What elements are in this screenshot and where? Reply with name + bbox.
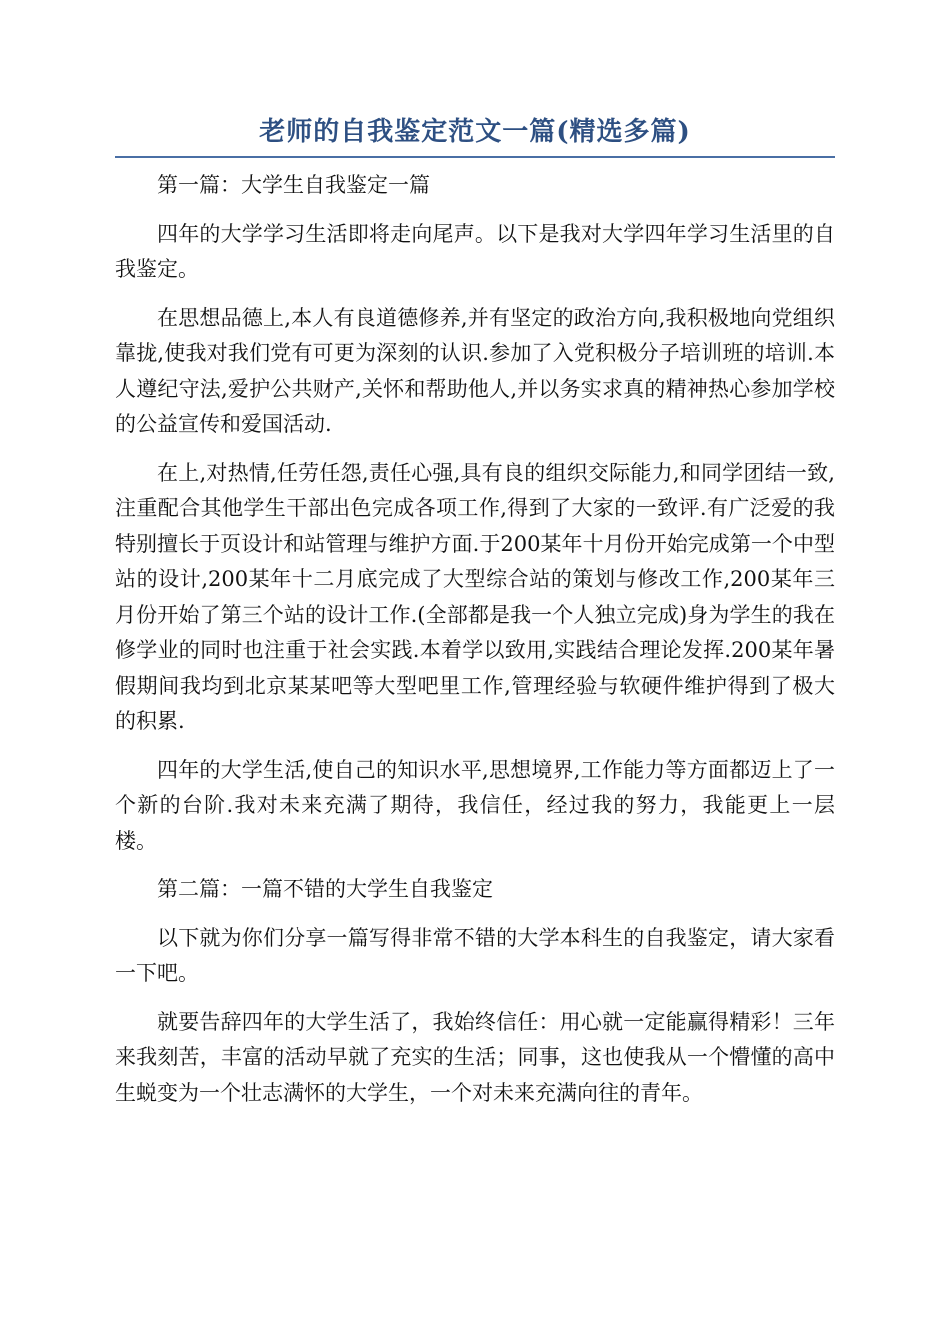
paragraph-2: 在思想品德上,本人有良道德修养,并有坚定的政治方向,我积极地向党组织靠拢,使我对我们党有可更为深刻的认识.参加了入党积极分子培训班的培训.本人遵纪守法,爱护公共财产,关怀和帮助他人,并以务实求真的精神热心参加学校的公益宣传和爱国活动. bbox=[115, 305, 835, 436]
section-heading-2: 第二篇：一篇不错的大学生自我鉴定 bbox=[157, 877, 493, 901]
document-body bbox=[115, 168, 835, 1124]
paragraph-6: 就要告辞四年的大学生活了，我始终信任：用心就一定能赢得精彩！三年来我刻苦，丰富的活动早就了充实的生活；同事，这也使我从一个懵懂的高中生蜕变为一个壮志满怀的大学生，一个对未来充满向往的青年。 bbox=[115, 1009, 835, 1105]
document-title: 老师的自我鉴定范文一篇(精选多篇) bbox=[259, 117, 691, 147]
paragraph-4: 四年的大学生活,使自己的知识水平,思想境界,工作能力等方面都迈上了一个新的台阶.我对未来充满了期待，我信任，经过我的努力，我能更上一层楼。 bbox=[115, 757, 835, 853]
paragraph-5: 以下就为你们分享一篇写得非常不错的大学本科生的自我鉴定，请大家看一下吧。 bbox=[115, 925, 835, 985]
title-block bbox=[115, 112, 835, 158]
paragraph-3: 在上,对热情,任劳任怨,责任心强,具有良的组织交际能力,和同学团结一致,注重配合其他学生干部出色完成各项工作,得到了大家的一致评.有广泛爱的我特别擅长于页设计和站管理与维护方面.于200某年十月份开始完成第一个中型站的设计,200某年十二月底完成了大型综合站的策划与修改工作,200某年三月份开始了第三个站的设计工作.(全部都是我一个人独立完成)身为学生的我在修学业的同时也注重于社会实践.本着学以致用,实践结合理论发挥.200某年暑假期间我均到北京某某吧等大型吧里工作,管理经验与软硬件维护得到了极大的积累. bbox=[115, 460, 835, 733]
paragraph-1: 四年的大学学习生活即将走向尾声。以下是我对大学四年学习生活里的自我鉴定。 bbox=[115, 221, 835, 281]
section-heading-1: 第一篇：大学生自我鉴定一篇 bbox=[157, 173, 430, 197]
